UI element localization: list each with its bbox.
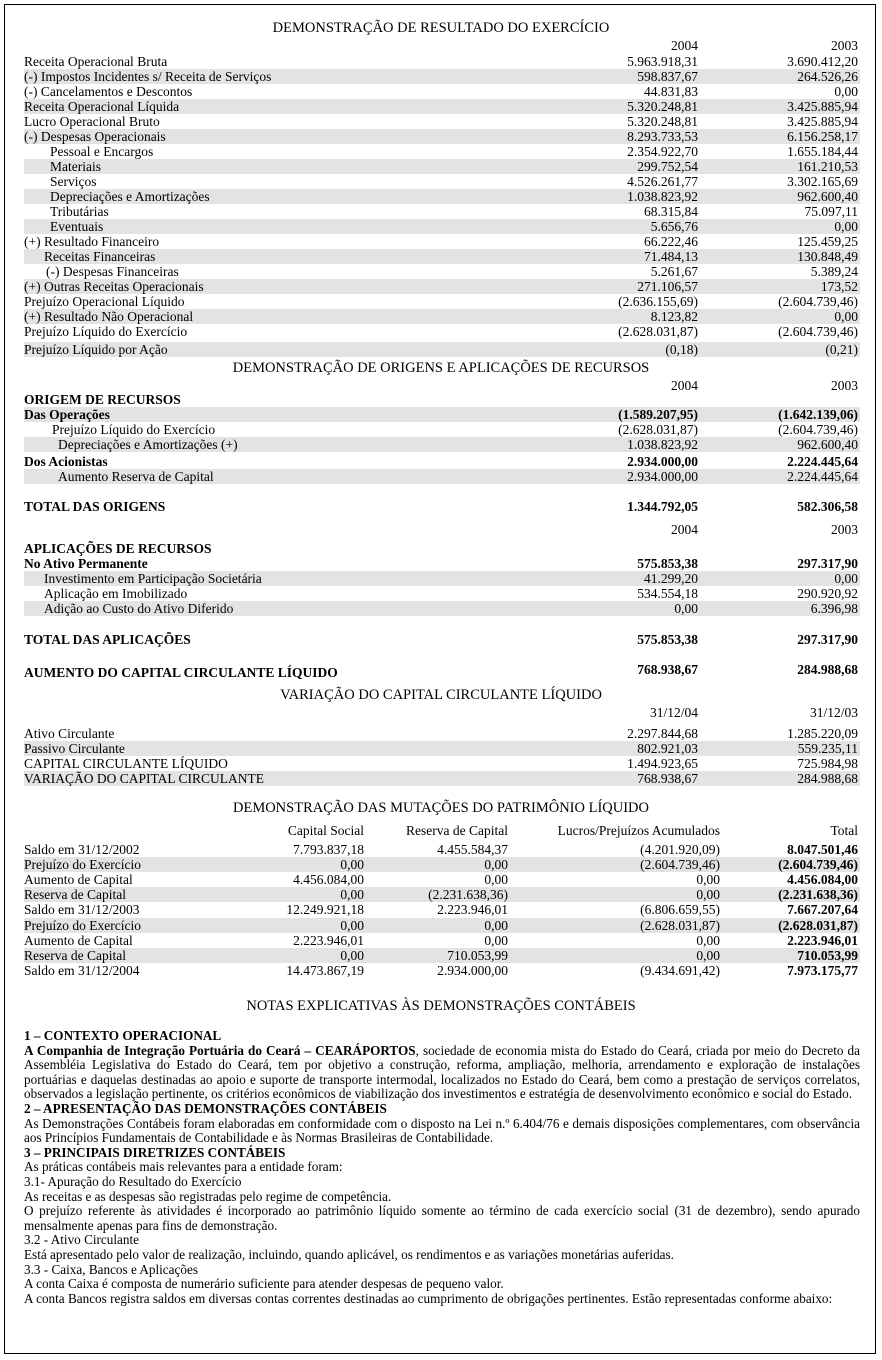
dmpl-reserva-capital: 0,00 (484, 857, 508, 873)
row-value-b: 1.285.220,09 (787, 726, 858, 741)
dmpl-title: DEMONSTRAÇÃO DAS MUTAÇÕES DO PATRIMÔNIO LÍQUIDO (232, 800, 649, 816)
table-row (24, 144, 860, 159)
section-2-title: 2 – APRESENTAÇÃO DAS DEMONSTRAÇÕES CONTÁBEIS (24, 1100, 387, 1116)
section-3-3-text-2: A conta Bancos registra saldos em diversas contas correntes destinadas ao cumprimento de obrigações pertinentes. Estão representadas conforme abaixo: (24, 1290, 833, 1306)
table-row (24, 264, 860, 279)
dmpl-lucros-prejuizos: (9.434.691,42) (640, 962, 720, 978)
dmpl-lucros-prejuizos: (2.628.031,87) (640, 917, 720, 933)
row-value-a: 2.934.000,00 (627, 454, 698, 469)
row-value-b: 161.210,53 (797, 159, 858, 174)
notes-title: NOTAS EXPLICATIVAS ÀS DEMONSTRAÇÕES CONTÁBEIS (246, 998, 636, 1014)
dmpl-reserva-capital: (2.231.638,36) (428, 887, 508, 903)
row-value-a: (0,18) (665, 342, 698, 357)
dmpl-reserva-capital: 710.053,99 (447, 947, 508, 963)
row-value-b: 0,00 (834, 219, 858, 234)
dmpl-label: Prejuízo do Exercício (24, 857, 141, 873)
row-value-a: 68.315,84 (644, 204, 698, 219)
section-3-3-title: 3.3 - Caixa, Bancos e Aplicações (24, 1261, 198, 1277)
aplic-col-2004: 2004 (671, 522, 698, 537)
row-label: (+) Outras Receitas Operacionais (24, 279, 204, 294)
row-label: Das Operações (24, 407, 110, 422)
row-value-a: 5.320.248,81 (627, 99, 698, 114)
origem-header: ORIGEM DE RECURSOS (24, 392, 181, 407)
row-value-a: 8.293.733,53 (627, 129, 698, 144)
row-value-a: 5.656,76 (650, 219, 698, 234)
row-label: Investimento em Participação Societária (44, 571, 262, 586)
row-value-b: (2.604.739,46) (778, 422, 858, 437)
dmpl-capital-social: 0,00 (340, 887, 364, 903)
row-label: Passivo Circulante (24, 741, 125, 756)
dmpl-label: Saldo em 31/12/2003 (24, 902, 140, 918)
table-row (24, 902, 860, 917)
row-value-b: 0,00 (834, 84, 858, 99)
dmpl-capital-social: 0,00 (340, 857, 364, 873)
dmpl-label: Aumento de Capital (24, 872, 133, 888)
total-origens-row: TOTAL DAS ORIGENS 1.344.792,05 582.306,58 (24, 499, 858, 514)
row-value-a: 71.484,13 (644, 249, 698, 264)
table-row (24, 918, 860, 933)
vccl-title: VARIAÇÃO DO CAPITAL CIRCULANTE LÍQUIDO (280, 687, 602, 703)
table-row (24, 309, 860, 324)
dmpl-capital-social: 7.793.837,18 (293, 842, 364, 857)
row-label: Depreciações e Amortizações (+) (58, 437, 238, 452)
table-row (24, 69, 860, 84)
table-row (24, 601, 860, 616)
dmpl-label: Prejuízo do Exercício (24, 917, 141, 933)
row-value-a: 2.934.000,00 (627, 469, 698, 484)
table-row (24, 586, 860, 601)
row-value-b: (2.604.739,46) (778, 324, 858, 339)
row-value-b: 5.389,24 (810, 264, 858, 279)
row-value-b: 2.224.445,64 (787, 469, 858, 484)
total-aplic-row: TOTAL DAS APLICAÇÕES 575.853,38 297.317,90 (24, 632, 858, 647)
row-value-b: 297.317,90 (797, 556, 858, 571)
row-label: Depreciações e Amortizações (50, 189, 210, 204)
vccl-col-b: 31/12/03 (809, 705, 858, 720)
row-label: Receita Operacional Bruta (24, 54, 168, 69)
dre-col-2003: 2003 (831, 38, 858, 53)
dmpl-label: Reserva de Capital (24, 887, 126, 903)
section-2-text: As Demonstrações Contábeis foram elaboradas em conformidade com o disposto na Lei n.º 6.404/76 e demais disposições complementares, com observância aos Princípios Fundamentais de Contabilidade e às Normas Brasileiras de Contabilidade. (24, 1115, 860, 1146)
table-row (24, 726, 860, 741)
row-value-a: 802.921,03 (637, 741, 698, 756)
row-label: Dos Acionistas (24, 454, 108, 469)
dmpl-total: 710.053,99 (797, 947, 858, 963)
table-row (24, 756, 860, 771)
table-row (24, 948, 860, 963)
row-label: Prejuízo Líquido do Exercício (52, 422, 216, 437)
table-row (24, 571, 860, 586)
row-value-b: 125.459,25 (797, 234, 858, 249)
row-label: Receita Operacional Líquida (24, 99, 180, 114)
dmpl-label: Aumento de Capital (24, 932, 133, 948)
table-row (24, 454, 860, 469)
row-value-b: (0,21) (825, 342, 858, 357)
dmpl-total: (2.628.031,87) (778, 917, 858, 933)
section-3-2-text: Está apresentado pelo valor de realização, incluindo, quando aplicável, os rendimentos e as variações monetárias auferidas. (24, 1246, 674, 1262)
row-value-a: 575.853,38 (637, 556, 698, 571)
row-label: CAPITAL CIRCULANTE LÍQUIDO (24, 756, 228, 771)
table-row (24, 129, 860, 144)
row-value-a: (2.628.031,87) (618, 422, 698, 437)
dmpl-reserva-capital: 0,00 (484, 917, 508, 933)
table-row (24, 407, 860, 422)
section-1-text: A Companhia de Integração Portuária do Ceará – CEARÁPORTOS, sociedade de economia mista do Estado do Ceará, criada por meio do Decreto da Assembléia Legislativa do Estado do Ceará, tem por objetivo a construção, reforma, ampliação, melhoria, arrendamento e exploração de instalações portuárias e daquelas destinadas ao apoio e suporte de transporte intermodal, localizados no Estado do Ceará, bem como a prestação de serviços correlatos, observados a legislação pertinente, os critérios econômicos de viabilização dos investimentos e estratégia de desenvolvimento econômico e social do Estado. (24, 1042, 860, 1102)
row-value-a: 1.494.923,65 (627, 756, 698, 771)
row-value-a: 1.038.823,92 (627, 189, 698, 204)
row-value-a: 0,00 (674, 601, 698, 616)
table-row (24, 963, 860, 978)
table-row (24, 771, 860, 786)
section-3-1-text-1: As receitas e as despesas são registradas pelo regime de competência. (24, 1188, 392, 1204)
row-value-a: 534.554,18 (637, 586, 698, 601)
section-3-1-text-2: O prejuízo referente às atividades é incorporado ao patrimônio líquido somente ao término de cada exercício social (31 de dezembro), sendo apurado mensalmente apenas para fins de demonstração. (24, 1203, 860, 1233)
row-value-a: 1.038.823,92 (627, 437, 698, 452)
dmpl-capital-social: 14.473.867,19 (286, 962, 364, 978)
row-value-b: 173,52 (820, 279, 858, 294)
aplic-header: APLICAÇÕES DE RECURSOS (24, 541, 212, 556)
row-value-b: 3.302.165,69 (787, 174, 858, 189)
row-label: (-) Despesas Operacionais (24, 129, 166, 144)
row-value-a: 41.299,20 (644, 571, 698, 586)
vccl-col-a: 31/12/04 (649, 705, 698, 720)
row-value-b: 75.097,11 (804, 204, 858, 219)
company-name: A Companhia de Integração Portuária do Ceará – CEARÁPORTOS (24, 1042, 416, 1058)
dmpl-reserva-capital: 2.934.000,00 (437, 962, 508, 978)
dmpl-reserva-capital: 0,00 (484, 872, 508, 888)
dmpl-lucros-prejuizos: (4.201.920,09) (640, 842, 720, 857)
row-value-a: 2.354.922,70 (627, 144, 698, 159)
table-row (24, 249, 860, 264)
notes-body (24, 1029, 860, 1306)
table-row (24, 324, 860, 339)
table-row (24, 159, 860, 174)
table-row (24, 294, 860, 309)
row-value-b: 6.156.258,17 (787, 129, 858, 144)
row-label: (-) Cancelamentos e Descontos (24, 84, 193, 99)
row-label: No Ativo Permanente (24, 556, 148, 571)
row-label: (-) Despesas Financeiras (46, 264, 179, 279)
table-row (24, 114, 860, 129)
dmpl-total: 2.223.946,01 (787, 932, 858, 948)
aplic-col-2003: 2003 (831, 522, 858, 537)
table-row (24, 422, 860, 437)
row-value-b: 3.425.885,94 (787, 114, 858, 129)
row-value-a: 5.261,67 (650, 264, 698, 279)
row-value-b: 962.600,40 (797, 189, 858, 204)
dmpl-total: 7.667.207,64 (787, 902, 858, 918)
row-label: Eventuais (50, 219, 104, 234)
table-row (24, 842, 860, 857)
row-label: Pessoal e Encargos (50, 144, 154, 159)
row-value-b: 962.600,40 (797, 437, 858, 452)
doar-col-2003: 2003 (831, 378, 858, 393)
row-label: Materiais (50, 159, 101, 174)
table-row (24, 99, 860, 114)
row-label: Lucro Operacional Bruto (24, 114, 160, 129)
row-label: VARIAÇÃO DO CAPITAL CIRCULANTE (24, 771, 265, 786)
row-value-a: 5.963.918,31 (627, 54, 698, 69)
dre-title: DEMONSTRAÇÃO DE RESULTADO DO EXERCÍCIO (272, 20, 610, 36)
dmpl-lucros-prejuizos: 0,00 (696, 932, 720, 948)
row-value-b: 3.690.412,20 (787, 54, 858, 69)
dmpl-label: Saldo em 31/12/2002 (24, 842, 140, 857)
dmpl-total: 7.973.175,77 (787, 962, 858, 978)
row-value-b: 0,00 (834, 571, 858, 586)
dmpl-reserva-capital: 0,00 (484, 932, 508, 948)
section-3-1-title: 3.1- Apuração do Resultado do Exercício (24, 1173, 242, 1189)
table-row (24, 204, 860, 219)
dmpl-capital-social: 0,00 (340, 947, 364, 963)
row-value-a: 299.752,54 (637, 159, 698, 174)
section-1-title: 1 – CONTEXTO OPERACIONAL (24, 1028, 222, 1043)
section-3-title: 3 – PRINCIPAIS DIRETRIZES CONTÁBEIS (24, 1144, 286, 1160)
dmpl-capital-social: 12.249.921,18 (286, 902, 364, 918)
table-row (24, 933, 860, 948)
table-row (24, 219, 860, 234)
row-value-a: 66.222,46 (644, 234, 698, 249)
row-label: (+) Resultado Não Operacional (24, 309, 194, 324)
row-label: (-) Impostos Incidentes s/ Receita de Serviços (24, 69, 272, 84)
doar-header (24, 378, 860, 393)
dmpl-label: Saldo em 31/12/2004 (24, 962, 140, 978)
table-row (24, 469, 860, 484)
dmpl-capital-social: 2.223.946,01 (293, 932, 364, 948)
table-row (24, 437, 860, 452)
dmpl-reserva-capital: 4.455.584,37 (437, 842, 508, 857)
row-value-b: (1.642.139,06) (778, 407, 858, 422)
aumento-ccl-row: AUMENTO DO CAPITAL CIRCULANTE LÍQUIDO 768.938,67 284.988,68 (24, 662, 858, 680)
row-value-a: (1.589.207,95) (618, 407, 698, 422)
section-3-intro: As práticas contábeis mais relevantes para a entidade foram: (24, 1159, 343, 1175)
row-value-a: 8.123,82 (650, 309, 698, 324)
table-row (24, 189, 860, 204)
vccl-header (24, 705, 860, 720)
doar-title: DEMONSTRAÇÃO DE ORIGENS E APLICAÇÕES DE RECURSOS (232, 360, 650, 376)
dmpl-total: 8.047.501,46 (787, 842, 858, 857)
row-label: Aplicação em Imobilizado (44, 586, 188, 601)
table-row (24, 279, 860, 294)
row-value-b: 1.655.184,44 (787, 144, 858, 159)
dre-col-2004: 2004 (671, 38, 698, 53)
table-row (24, 54, 860, 69)
row-label: Tributárias (50, 204, 109, 219)
table-row (24, 741, 860, 756)
table-row (24, 857, 860, 872)
table-row (24, 234, 860, 249)
dmpl-lucros-prejuizos: (6.806.659,55) (640, 902, 720, 918)
row-value-a: 598.837,67 (637, 69, 698, 84)
dre-header (24, 38, 860, 53)
row-value-b: 290.920,92 (797, 586, 858, 601)
row-value-a: 271.106,57 (637, 279, 698, 294)
section-3-2-title: 3.2 - Ativo Circulante (24, 1232, 140, 1248)
dmpl-total: 4.456.084,00 (787, 872, 858, 888)
row-label: Serviços (50, 174, 97, 189)
dmpl-capital-social: 0,00 (340, 917, 364, 933)
row-value-b: 284.988,68 (797, 771, 858, 786)
row-value-b: 0,00 (834, 309, 858, 324)
row-value-b: 264.526,26 (797, 69, 858, 84)
row-value-b: 3.425.885,94 (787, 99, 858, 114)
aplic-col-header (24, 522, 860, 537)
dmpl-lucros-prejuizos: 0,00 (696, 947, 720, 963)
dmpl-total: (2.231.638,36) (778, 887, 858, 903)
row-value-a: 2.297.844,68 (627, 726, 698, 741)
row-value-a: 44.831,83 (644, 84, 698, 99)
table-row (24, 556, 860, 571)
row-label: Prejuízo Operacional Líquido (24, 294, 185, 309)
row-label: Ativo Circulante (24, 726, 115, 741)
row-label: Receitas Financeiras (44, 249, 156, 264)
row-label: (+) Resultado Financeiro (24, 234, 160, 249)
row-label: Prejuízo Líquido do Exercício (24, 324, 188, 339)
row-label: Prejuízo Líquido por Ação (24, 342, 168, 357)
doar-col-2004: 2004 (671, 378, 698, 393)
row-label: Aumento Reserva de Capital (58, 469, 214, 484)
table-row (24, 872, 860, 887)
table-row (24, 84, 860, 99)
dmpl-lucros-prejuizos: (2.604.739,46) (640, 857, 720, 873)
row-value-b: 725.984,98 (797, 756, 858, 771)
dmpl-header-row: Capital Social Reserva de Capital Lucros/Prejuízos Acumulados Total (287, 823, 858, 838)
row-value-a: (2.628.031,87) (618, 324, 698, 339)
row-value-a: (2.636.155,69) (618, 294, 698, 309)
row-label: Adição ao Custo do Ativo Diferido (44, 601, 234, 616)
table-row (24, 342, 860, 357)
row-value-a: 4.526.261,77 (627, 174, 698, 189)
dmpl-total: (2.604.739,46) (778, 857, 858, 873)
dmpl-reserva-capital: 2.223.946,01 (437, 902, 508, 918)
row-value-b: (2.604.739,46) (778, 294, 858, 309)
dmpl-lucros-prejuizos: 0,00 (696, 887, 720, 903)
row-value-b: 6.396,98 (810, 601, 858, 616)
dmpl-lucros-prejuizos: 0,00 (696, 872, 720, 888)
row-value-a: 768.938,67 (637, 771, 698, 786)
table-row (24, 174, 860, 189)
row-value-b: 559.235,11 (797, 741, 858, 756)
dmpl-label: Reserva de Capital (24, 947, 126, 963)
row-value-b: 2.224.445,64 (787, 454, 858, 469)
row-value-b: 130.848,49 (797, 249, 858, 264)
table-row (24, 887, 860, 902)
row-value-a: 5.320.248,81 (627, 114, 698, 129)
section-3-3-text-1: A conta Caixa é composta de numerário suficiente para atender despesas de pequeno valor. (24, 1276, 504, 1292)
dmpl-capital-social: 4.456.084,00 (293, 872, 364, 888)
